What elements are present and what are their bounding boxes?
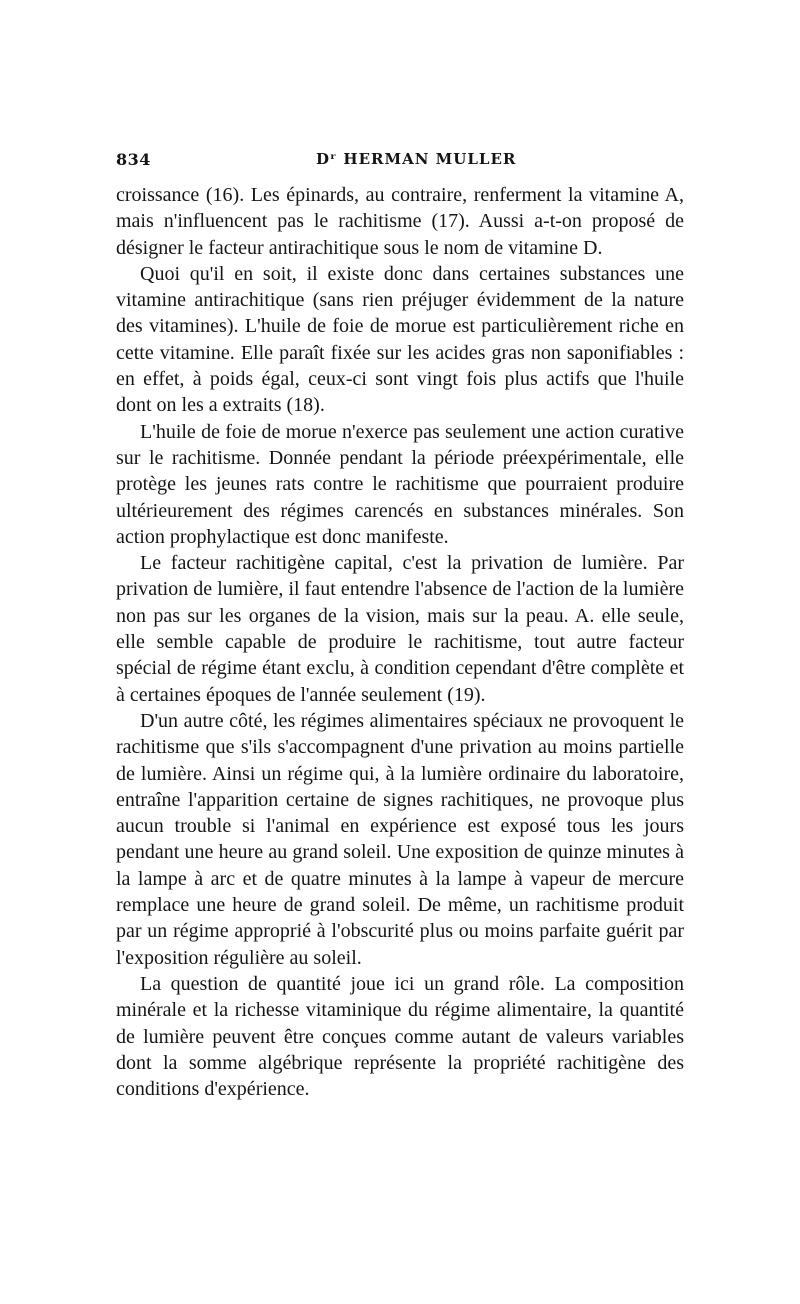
paragraph: La question de quantité joue ici un grand rôle. La composition minérale et la richesse vitaminique du régime alimentaire, la quantité de lumière peuvent être conçues comme autant de valeurs variables dont la somme algébrique représente la propriété rachitigène des conditions d'expérience. xyxy=(116,972,684,1101)
page-header xyxy=(116,150,684,174)
page-number: 834 xyxy=(116,150,151,169)
paragraph-continuation: croissance (16). Les épinards, au contraire, renferment la vitamine A, mais n'influencent pas le rachitisme (17). Aussi a-t-on proposé de désigner le facteur antirachitique sous le nom de vitamine D. xyxy=(116,184,684,259)
body-text xyxy=(116,182,684,1102)
running-head: Dʳ HERMAN MULLER xyxy=(316,150,517,168)
paragraph: Le facteur rachitigène capital, c'est la privation de lumière. Par privation de lumière, il faut entendre l'absence de l'action de la lumière non pas sur les organes de la vision, mais sur la peau. A. elle seule, elle semble capable de produire le rachitisme, tout autre facteur spécial de régime étant exclu, à condition cependant d'être complète et à certaines époques de l'année seulement (19). xyxy=(116,552,684,706)
paragraph: Quoi qu'il en soit, il existe donc dans certaines substances une vitamine antirachitique (sans rien préjuger évidemment de la nature des vitamines). L'huile de foie de morue est particulièrement riche en cette vitamine. Elle paraît fixée sur les acides gras non saponifiables : en effet, à poids égal, ceux-ci sont vingt fois plus actifs que l'huile dont on les a extraits (18). xyxy=(116,262,684,417)
paragraph: L'huile de foie de morue n'exerce pas seulement une action curative sur le rachitisme. Donnée pendant la période préexpérimentale, elle protège les jeunes rats contre le rachitisme que pourraient produire ultérieurement des régimes carencés en substances minérales. Son action prophylactique est donc manifeste. xyxy=(116,420,684,548)
paragraph: D'un autre côté, les régimes alimentaires spéciaux ne provoquent le rachitisme que s'ils s'accompagnent d'une privation au moins partielle de lumière. Ainsi un régime qui, à la lumière ordinaire du laboratoire, entraîne l'apparition certaine de signes rachitiques, ne provoque plus aucun trouble si l'animal en expérience est exposé tous les jours pendant une heure au grand soleil. Une exposition de quinze minutes à la lampe à arc et de quatre minutes à la lampe à vapeur de mercure remplace une heure de grand soleil. De même, un rachitisme produit par un régime approprié à l'obscurité plus ou moins parfaite guérit par l'exposition régulière au soleil. xyxy=(116,709,684,969)
